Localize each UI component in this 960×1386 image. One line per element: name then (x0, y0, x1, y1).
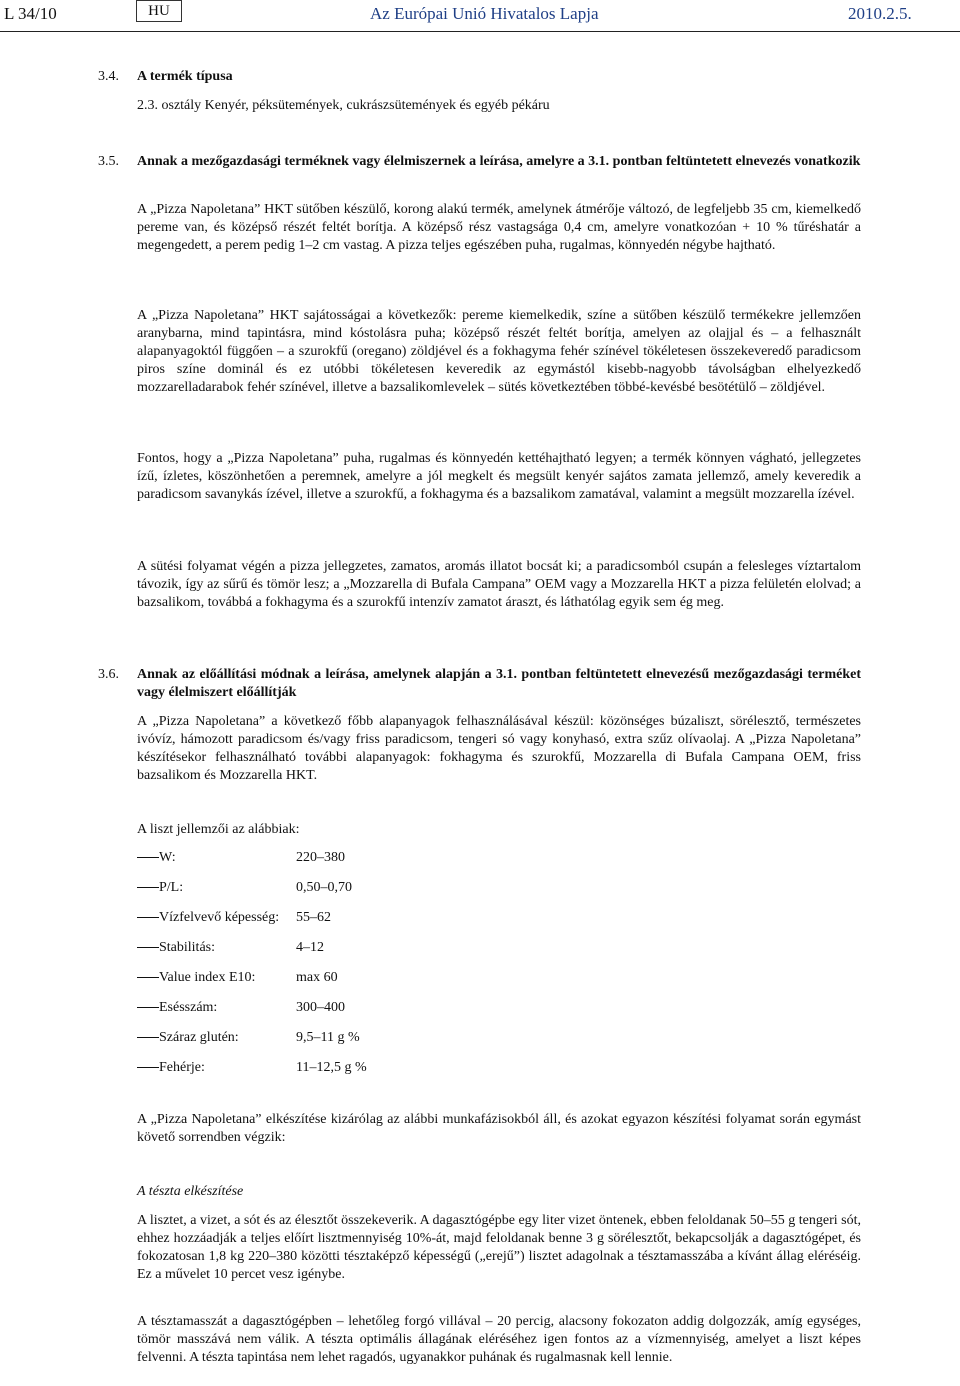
paragraph-3-6-4: A tésztamasszát a dagasztógépben – lehetőleg forgó villával – 20 percig, alacsony fokozaton addig dolgozzák, amíg egységes, tömör masszává nem válik. A tészta optimális állagának eléréséhez igen fontos az a vízmennyiség, amelyet a liszt képes felvenni. A tészta tapintása nem lehet ragadós, ugyanakkor puhának és rugalmasnak kell lennie. (137, 1314, 861, 1365)
page-number: L 34/10 (4, 4, 57, 23)
page-header (0, 0, 960, 30)
paragraph-3-5-3: Fontos, hogy a „Pizza Napoletana” puha, rugalmas és könnyedén kettéhajtható legyen; a termék könnyen vágható, jellegzetes ízű, ízletes, köszönhetően a peremnek, amelyre a jól megkelt és megsült kenyér sajátos zamata jellemző, amely keveredik a paradicsom savanykás ízével, illetve a szurokfű, a fokhagyma és a bazsalikom zamatával, valamint a megsült mozzarella ízével. (137, 451, 861, 502)
flour-label: Esésszám: (159, 1000, 218, 1015)
paragraph-3-6-1: A „Pizza Napoletana” a következő főbb alapanyagok felhasználásával készül: közönséges búzaliszt, sörélesztő, természetes ivóvíz, hámozott paradicsom és/vagy friss paradicsom, tengeri só vagy konyhasó, extra szűz olívaolaj. A „Pizza Napoletana” készítésekor felhasználható további alapanyagok: fokhagyma és szurokfű, Mozzarella di Bufala Campana OEM, friss bazsalikom és Mozzarella HKT. (137, 714, 861, 783)
paragraph-3-6-3: A lisztet, a vizet, a sót és az élesztőt összekeverik. A dagasztógépbe egy liter vizet öntenek, ebben feloldanak 50–55 g tengeri sót, ehhez hozzáadják a teljes előírt lisztmennyiség 10%-át, majd feloldanak benne 3 g sörélesztőt, bekapcsolják a dagasztógépet, és fokozatosan 1,8 kg 220–380 közötti tésztaképző képességű („erejű”) lisztet adagolnak a tésztamasszába a kívánt állag eléréséig. Ez a művelet 10 percet vesz igénybe. (137, 1213, 861, 1282)
flour-label: Vízfelvevő képesség: (159, 910, 280, 925)
flour-value: 300–400 (296, 1000, 345, 1015)
section-title-3-6: Annak az előállítási módnak a leírása, amelynek alapján a 3.1. pontban feltüntetett elnevezésű mezőgazdasági terméket vagy élelmiszert előállítják (137, 667, 861, 700)
flour-value: 11–12,5 g % (296, 1060, 367, 1075)
flour-label: Fehérje: (159, 1060, 205, 1075)
flour-label: Száraz glutén: (159, 1030, 239, 1045)
paragraph-3-5-4: A sütési folyamat végén a pizza jellegzetes, zamatos, aromás illatot bocsát ki; a paradicsomból csupán a felesleges víztartalom távozik, így az sűrű és tömör lesz; a „Mozzarella di Bufala Campana” OEM vagy a Mozzarella HKT a pizza felületén elolvad; a bazsalikom, továbbá a fokhagyma és a szurokfű intenzív zamatot áraszt, és láthatólag egyik sem ég meg. (137, 559, 861, 610)
section-number-3-4: 3.4. (98, 69, 119, 84)
flour-intro: A liszt jellemzői az alábbiak: (137, 822, 300, 837)
language-badge: HU (136, 0, 182, 22)
flour-value: 0,50–0,70 (296, 880, 352, 895)
issue-date: 2010.2.5. (848, 4, 912, 23)
paragraph-3-5-2: A „Pizza Napoletana” HKT sajátosságai a következők: pereme kiemelkedik, színe a sütőben készülő termékekre jellemzően aranybarna, mind tapintásra, mind kóstolásra puha; középső részét feltét borítja, amelyen az olajjal és – a felhasznált alapanyagoktól függően – a szurokfű (oregano) zöldjével és a fokhagyma fehér színével tökéletesen összekeveredő paradicsom piros színe dominál és ez utóbbi tökéletesen keveredik az egymástól kisebb-nagyobb távolságban elhelyezkedő mozzarelladarabok fehér színével, illetve a bazsalikomlevelek – sütés következtében többé-kevésbé besötétülő – zöldjével. (137, 308, 861, 395)
paragraph-3-6-2: A „Pizza Napoletana” elkészítése kizárólag az alábbi munkafázisokból áll, és azokat egyazon készítési folyamat során egymást követő sorrendben végzik: (137, 1112, 861, 1145)
flour-value: 4–12 (296, 940, 324, 955)
paragraph-3-5-1: A „Pizza Napoletana” HKT sütőben készülő, korong alakú termék, amelynek átmérője változó, de legfeljebb 35 cm, kiemelkedő pereme van, és középső részét feltét borítja. A középső rész vastagsága 0,4 cm, amelyre vonatkozóan + 10 % tűréshatár a megengedett, a perem pedig 1–2 cm vastag. A pizza teljes egészében puha, rugalmas, könnyedén négybe hajtható. (137, 202, 861, 253)
flour-value: 55–62 (296, 910, 331, 925)
flour-label: Value index E10: (159, 970, 256, 985)
section-title-3-4: A termék típusa (137, 69, 233, 84)
flour-value: 220–380 (296, 850, 345, 865)
flour-label: W: (159, 850, 176, 865)
flour-label: Stabilitás: (159, 940, 215, 955)
journal-title: Az Európai Unió Hivatalos Lapja (370, 4, 599, 23)
flour-label: P/L: (159, 880, 184, 895)
section-number-3-5: 3.5. (98, 154, 119, 169)
subheading-dough: A tészta elkészítése (137, 1184, 244, 1199)
flour-value: 9,5–11 g % (296, 1030, 360, 1045)
section-body-3-4: 2.3. osztály Kenyér, péksütemények, cukrászsütemények és egyéb pékáru (137, 98, 550, 113)
section-title-3-5: Annak a mezőgazdasági terméknek vagy élelmiszernek a leírása, amelyre a 3.1. pontban feltüntetett elnevezés vonatkozik (137, 154, 861, 169)
section-number-3-6: 3.6. (98, 667, 119, 682)
flour-value: max 60 (296, 970, 338, 985)
header-rule (0, 31, 960, 32)
